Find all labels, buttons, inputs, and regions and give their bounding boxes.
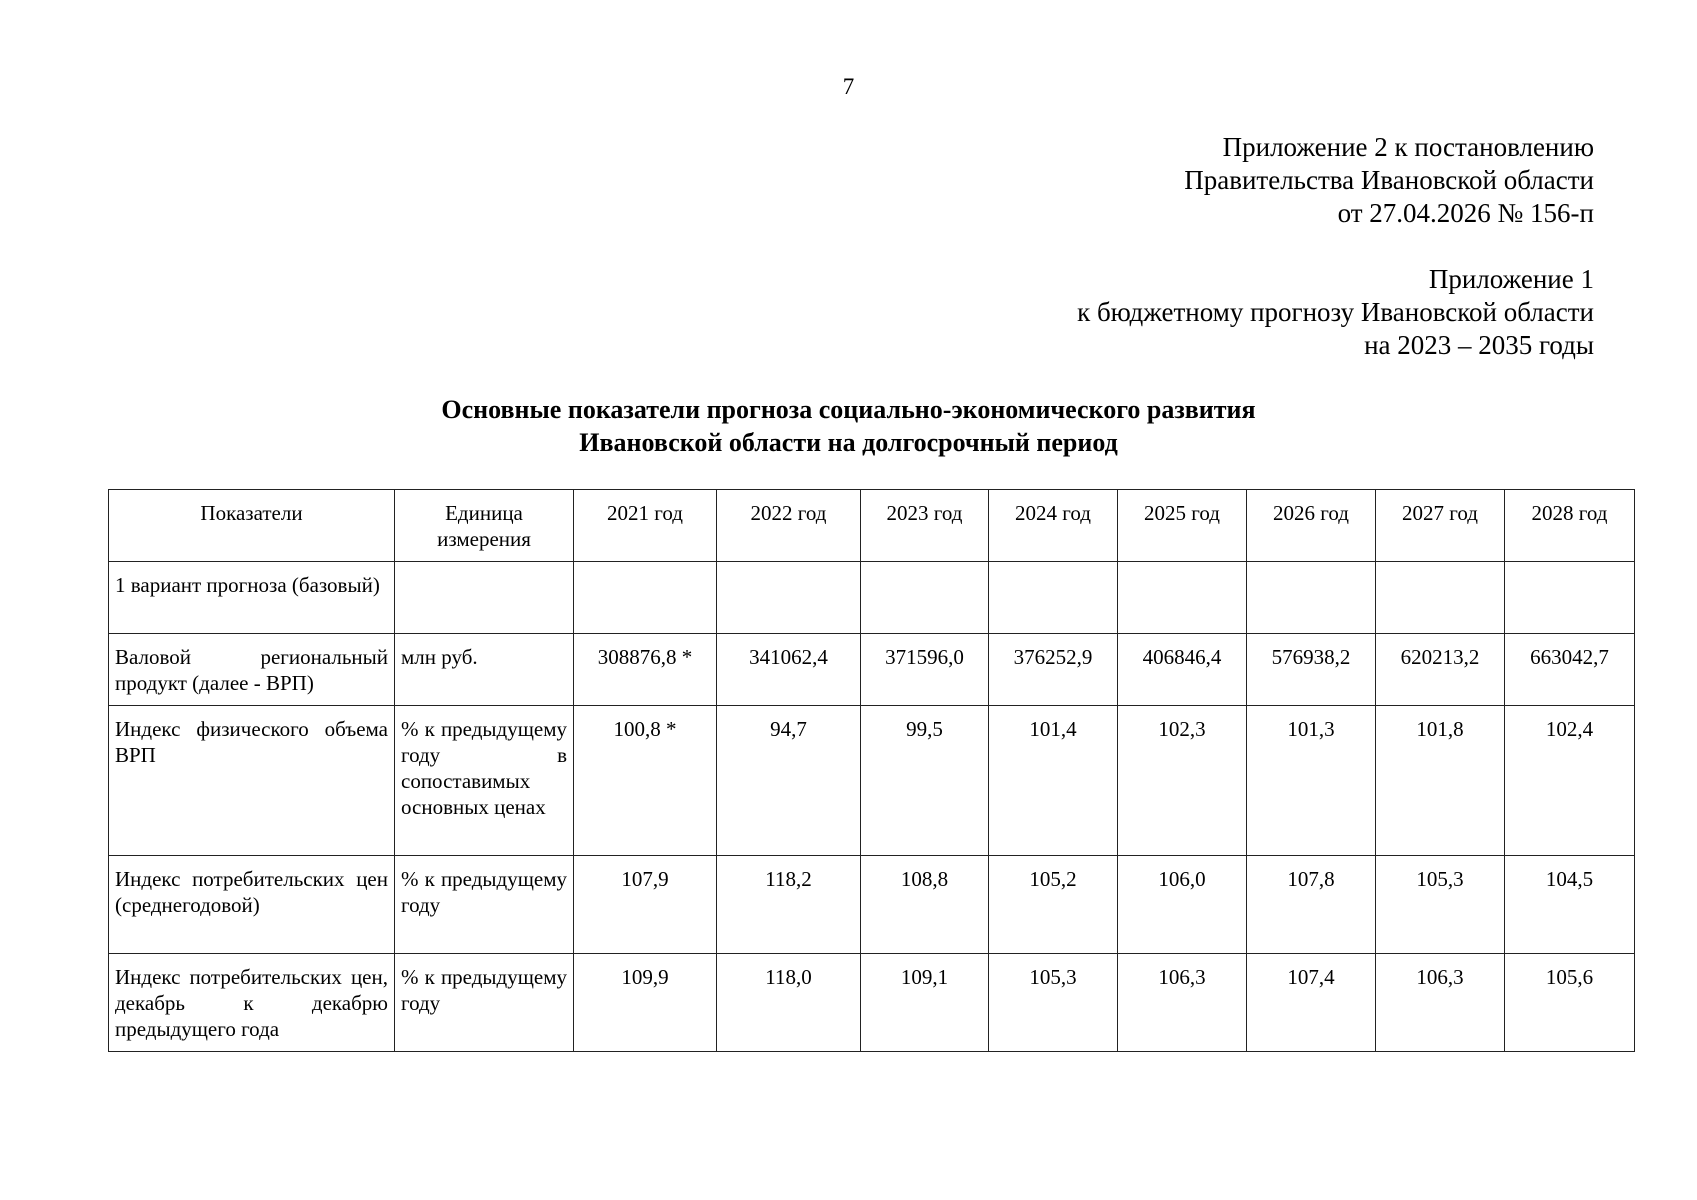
- value-cell: 102,4: [1505, 706, 1635, 856]
- value-cell: 108,8: [861, 856, 989, 954]
- value-cell: 341062,4: [717, 634, 861, 706]
- value-cell: 101,3: [1247, 706, 1376, 856]
- indicator-name-cell: Индекс потребительских цен, декабрь к декабрю предыдущего года: [109, 954, 395, 1052]
- column-header: Показатели: [109, 490, 395, 562]
- indicator-name-cell: Валовой региональный продукт (далее - ВРП): [109, 634, 395, 706]
- value-cell: 308876,8 *: [574, 634, 717, 706]
- appendix-2-header: [1184, 131, 1594, 230]
- value-cell: 109,1: [861, 954, 989, 1052]
- table-cell: [395, 562, 574, 634]
- value-cell: 109,9: [574, 954, 717, 1052]
- table-cell: [717, 562, 861, 634]
- value-cell: 106,0: [1118, 856, 1247, 954]
- value-cell: 99,5: [861, 706, 989, 856]
- value-cell: 105,2: [989, 856, 1118, 954]
- indicator-name-cell: Индекс потребительских цен (среднегодовой): [109, 856, 395, 954]
- value-cell: 105,6: [1505, 954, 1635, 1052]
- value-cell: 663042,7: [1505, 634, 1635, 706]
- document-title-line: Ивановской области на долгосрочный период: [579, 428, 1118, 457]
- appendix-2-line: от 27.04.2026 № 156-п: [1337, 198, 1594, 228]
- value-cell: 106,3: [1118, 954, 1247, 1052]
- table-row: [109, 706, 1635, 856]
- table-cell: [1247, 562, 1376, 634]
- table-cell: [1118, 562, 1247, 634]
- appendix-2-line: Правительства Ивановской области: [1184, 165, 1594, 195]
- table-header-row: [109, 490, 1635, 562]
- value-cell: 100,8 *: [574, 706, 717, 856]
- value-cell: 620213,2: [1376, 634, 1505, 706]
- unit-cell: % к предыдущему году: [395, 856, 574, 954]
- value-cell: 106,3: [1376, 954, 1505, 1052]
- table-row: [109, 634, 1635, 706]
- value-cell: 94,7: [717, 706, 861, 856]
- value-cell: 101,4: [989, 706, 1118, 856]
- value-cell: 101,8: [1376, 706, 1505, 856]
- table-cell: [1376, 562, 1505, 634]
- value-cell: 107,8: [1247, 856, 1376, 954]
- column-header: 2028 год: [1505, 490, 1635, 562]
- value-cell: 105,3: [1376, 856, 1505, 954]
- value-cell: 576938,2: [1247, 634, 1376, 706]
- unit-cell: % к предыдущему году в сопоставимых основных ценах: [395, 706, 574, 856]
- column-header: 2025 год: [1118, 490, 1247, 562]
- value-cell: 102,3: [1118, 706, 1247, 856]
- value-cell: 104,5: [1505, 856, 1635, 954]
- column-header: 2021 год: [574, 490, 717, 562]
- appendix-1-line: к бюджетному прогнозу Ивановской области: [1077, 297, 1594, 327]
- variant-label-cell: 1 вариант прогноза (базовый): [109, 562, 395, 634]
- value-cell: 118,2: [717, 856, 861, 954]
- table-cell: [861, 562, 989, 634]
- column-header: Единица измерения: [395, 490, 574, 562]
- value-cell: 107,9: [574, 856, 717, 954]
- table-cell: [989, 562, 1118, 634]
- value-cell: 107,4: [1247, 954, 1376, 1052]
- table-row: [109, 954, 1635, 1052]
- column-header: 2022 год: [717, 490, 861, 562]
- table-row: [109, 856, 1635, 954]
- appendix-2-line: Приложение 2 к постановлению: [1222, 132, 1594, 162]
- value-cell: 371596,0: [861, 634, 989, 706]
- unit-cell: млн руб.: [395, 634, 574, 706]
- column-header: 2024 год: [989, 490, 1118, 562]
- document-title-line: Основные показатели прогноза социально-экономического развития: [441, 395, 1256, 424]
- appendix-1-header: [1077, 263, 1594, 362]
- column-header: 2027 год: [1376, 490, 1505, 562]
- value-cell: 118,0: [717, 954, 861, 1052]
- indicator-name-cell: Индекс физического объема ВРП: [109, 706, 395, 856]
- value-cell: 406846,4: [1118, 634, 1247, 706]
- page-number: 7: [842, 74, 855, 99]
- table-cell: [574, 562, 717, 634]
- column-header: 2023 год: [861, 490, 989, 562]
- appendix-1-line: на 2023 – 2035 годы: [1364, 330, 1594, 360]
- appendix-1-line: Приложение 1: [1428, 264, 1594, 294]
- table-row: [109, 562, 1635, 634]
- value-cell: 105,3: [989, 954, 1118, 1052]
- table-cell: [1505, 562, 1635, 634]
- unit-cell: % к предыдущему году: [395, 954, 574, 1052]
- document-title: [0, 393, 1697, 459]
- column-header: 2026 год: [1247, 490, 1376, 562]
- indicators-table: [108, 489, 1635, 1052]
- value-cell: 376252,9: [989, 634, 1118, 706]
